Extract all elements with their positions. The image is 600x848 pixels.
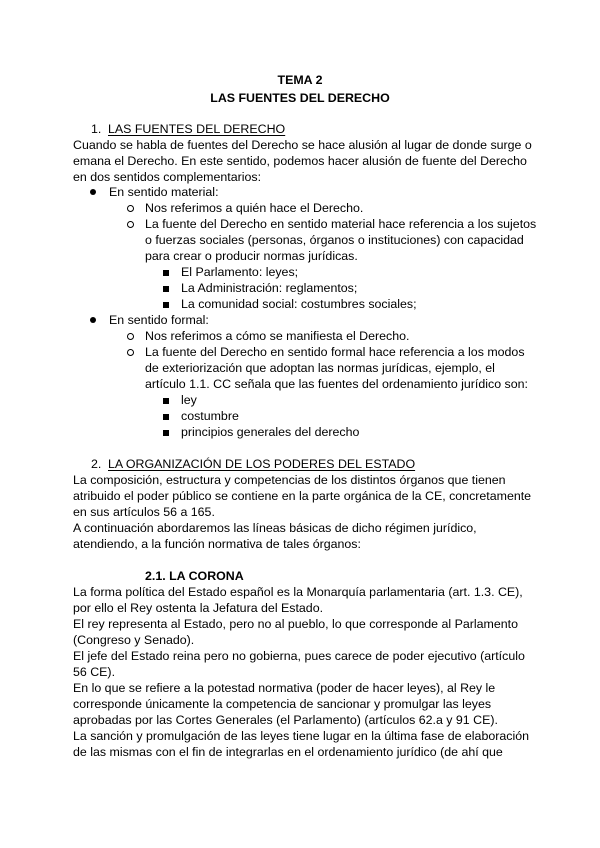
paragraph-line: emana el Derecho. En este sentido, podemos hacer alusión de fuente del Derecho	[73, 154, 527, 168]
paragraph-line: atribuido el poder público se contiene en la parte orgánica de la CE, concretamente	[73, 489, 532, 503]
bullet-square-icon	[163, 302, 169, 308]
bullet-dot-icon	[90, 317, 96, 323]
bullet-circle-icon	[127, 205, 134, 212]
subsection-heading: 2.1. LA CORONA	[145, 569, 244, 583]
paragraph-line: Cuando se habla de fuentes del Derecho se hace alusión al lugar de donde surge o	[73, 138, 532, 152]
list-item-formal: En sentido formal:	[109, 313, 209, 327]
bullet-circle-icon	[127, 221, 134, 228]
section-1-heading: LAS FUENTES DEL DERECHO	[108, 122, 286, 136]
section-2-number: 2.	[91, 457, 102, 471]
paragraph-line: en dos sentidos complementarios:	[73, 170, 262, 184]
paragraph-line: A continuación abordaremos las líneas básicas de dicho régimen jurídico,	[73, 521, 477, 535]
list-subitem-continued: para crear o producir normas jurídicas.	[145, 249, 358, 263]
paragraph-line: (Congreso y Senado).	[73, 633, 195, 647]
section-2-heading: LA ORGANIZACIÓN DE LOS PODERES DEL ESTADO	[108, 457, 416, 471]
list-subsubitem: ley	[181, 393, 197, 407]
list-subsubitem: principios generales del derecho	[181, 425, 360, 439]
paragraph-line: aprobadas por las Cortes Generales (el Parlamento) (artículos 62.a y 91 CE).	[73, 713, 498, 727]
list-subitem: La fuente del Derecho en sentido formal hace referencia a los modos	[145, 345, 525, 359]
list-subitem-continued: artículo 1.1. CC señala que las fuentes del ordenamiento jurídico son:	[145, 377, 528, 391]
paragraph-line: En lo que se refiere a la potestad normativa (poder de hacer leyes), al Rey le	[73, 681, 496, 695]
paragraph-line: en sus artículos 56 a 165.	[73, 505, 215, 519]
bullet-square-icon	[163, 414, 169, 420]
list-subitem-continued: de exteriorización que adoptan las normas jurídicas, ejemplo, el	[145, 361, 495, 375]
paragraph-line: La forma política del Estado español es la Monarquía parlamentaria (art. 1.3. CE),	[73, 585, 523, 599]
section-1-number: 1.	[91, 122, 102, 136]
bullet-dot-icon	[90, 189, 96, 195]
list-subitem-continued: o fuerzas sociales (personas, órganos o instituciones) con capacidad	[145, 233, 524, 247]
paragraph-line: El rey representa al Estado, pero no al pueblo, lo que corresponde al Parlamento	[73, 617, 518, 631]
bullet-square-icon	[163, 270, 169, 276]
bullet-square-icon	[163, 286, 169, 292]
paragraph-line: atendiendo, a la función normativa de tales órganos:	[73, 537, 361, 551]
paragraph-line: 56 CE).	[73, 665, 116, 679]
paragraph-line: El jefe del Estado reina pero no gobierna, pues carece de poder ejecutivo (artículo	[73, 649, 525, 663]
page-subtitle: LAS FUENTES DEL DERECHO	[210, 91, 390, 105]
list-subitem: Nos referimos a cómo se manifiesta el Derecho.	[145, 329, 410, 343]
bullet-circle-icon	[127, 349, 134, 356]
list-subsubitem: El Parlamento: leyes;	[181, 265, 299, 279]
list-subsubitem: La comunidad social: costumbres sociales;	[181, 297, 417, 311]
list-subitem: Nos referimos a quién hace el Derecho.	[145, 201, 364, 215]
page-title: TEMA 2	[277, 73, 323, 87]
paragraph-line: La sanción y promulgación de las leyes tiene lugar en la última fase de elaboración	[73, 729, 529, 743]
paragraph-line: por ello el Rey ostenta la Jefatura del Estado.	[73, 601, 324, 615]
bullet-square-icon	[163, 430, 169, 436]
list-subitem: La fuente del Derecho en sentido material hace referencia a los sujetos	[145, 217, 537, 231]
bullet-circle-icon	[127, 333, 134, 340]
paragraph-line: de las mismas con el fin de integrarlas en el ordenamiento jurídico (de ahí que	[73, 745, 503, 759]
list-subsubitem: La Administración: reglamentos;	[181, 281, 358, 295]
paragraph-line: La composición, estructura y competencias de los distintos órganos que tienen	[73, 473, 506, 487]
bullet-square-icon	[163, 398, 169, 404]
list-subsubitem: costumbre	[181, 409, 239, 423]
list-item-material: En sentido material:	[109, 185, 219, 199]
paragraph-line: corresponde únicamente la competencia de sancionar y promulgar las leyes	[73, 697, 492, 711]
